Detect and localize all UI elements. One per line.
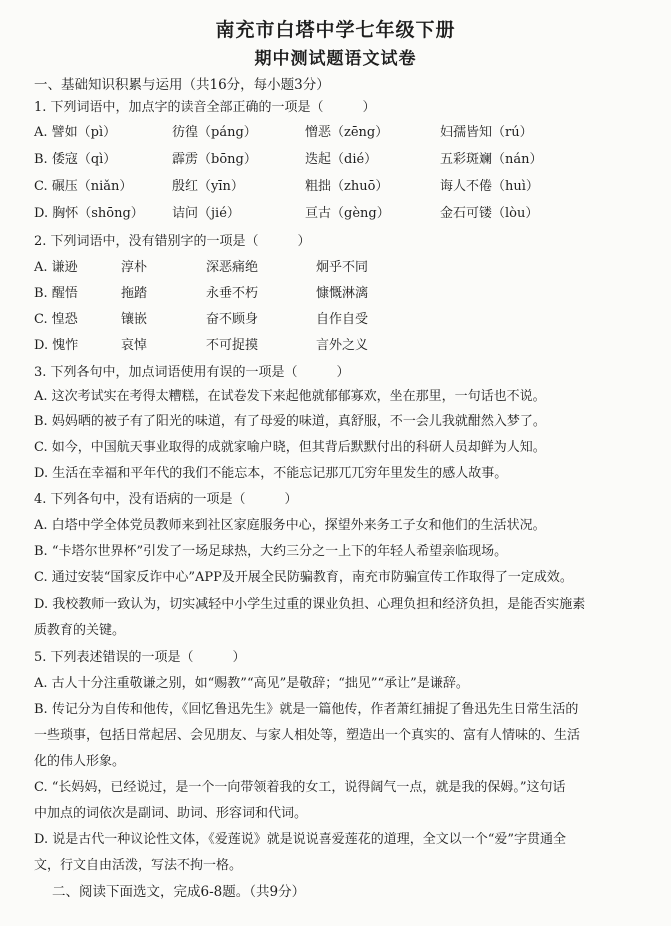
q3-option-d: D. 生活在幸福和平年代的我们不能忘本，不能忘记那兀兀穷年里发生的感人故事。: [34, 466, 508, 481]
q1-a-word1: A. 譬如（pì）: [34, 125, 117, 140]
q3-stem: 3. 下列各句中，加点词语使用有误的一项是（ ）: [34, 365, 350, 380]
q4-option-c: C. 通过安装“国家反诈中心”APP及开展全民防骗教育，南充市防骗宣传工作取得了一定成效。: [34, 570, 573, 585]
q2-option-b: [0, 285, 671, 303]
q2-d-word3: 不可捉摸: [206, 338, 259, 353]
q2-b-word1: B. 醒悟: [34, 286, 78, 301]
q1-option-b: [0, 151, 671, 169]
q1-option-c: [0, 178, 671, 196]
q2-stem: 2. 下列词语中，没有错别字的一项是（ ）: [34, 234, 311, 249]
q1-b-word3: 迭起（dié）: [305, 152, 378, 167]
q2-a-word4: 炯乎不同: [316, 260, 369, 275]
section-1-heading: 一、基础知识积累与运用（共16分，每小题3分）: [34, 77, 330, 93]
q4-option-d-cont: 质教育的关键。: [34, 623, 126, 638]
q1-a-word3: 憎恶（zēng）: [305, 125, 389, 140]
q2-c-word1: C. 惶恐: [34, 312, 78, 327]
exam-title: 南充市白塔中学七年级下册: [215, 19, 456, 41]
q1-d-word1: D. 胸怀（shōng）: [34, 206, 144, 221]
q2-b-word4: 慷慨淋漓: [316, 286, 369, 301]
q1-option-a: [0, 124, 671, 142]
q1-c-word4: 诲人不倦（huì）: [440, 179, 539, 194]
q5-option-c-cont: 中加点的词依次是副词、助词、形容词和代词。: [34, 806, 308, 821]
q1-d-word3: 亘古（gèng）: [305, 206, 390, 221]
q5-option-b: B. 传记分为自传和他传，《回忆鲁迅先生》就是一篇他传，作者萧红捕捉了鲁迅先生日常生活的: [34, 702, 579, 717]
q5-option-d-cont: 文，行文自由活泼，写法不拘一格。: [34, 858, 243, 873]
q1-a-word4: 妇孺皆知（rú）: [440, 125, 533, 140]
q2-option-a: [0, 259, 671, 277]
q4-option-b: B. “卡塔尔世界杯”引发了一场足球热，大约三分之一上下的年轻人希望亲临现场。: [34, 544, 508, 559]
q2-a-word3: 深恶痛绝: [206, 260, 259, 275]
q1-b-word1: B. 倭寇（qì）: [34, 152, 117, 167]
q3-option-b: B. 妈妈晒的被子有了阳光的味道，有了母爱的味道，真舒服，不一会儿我就酣然入梦了。: [34, 414, 546, 429]
q5-option-d: D. 说是古代一种议论性文体，《爱莲说》就是说说喜爱莲花的道理，全文以一个“爱”字贯通全: [34, 832, 567, 847]
q2-c-word4: 自作自受: [316, 312, 369, 327]
q1-c-word1: C. 碾压（niǎn）: [34, 179, 133, 194]
q5-option-a: A. 古人十分注重敬谦之别，如“赐教”“高见”是敬辞；“拙见”“承让”是谦辞。: [34, 676, 469, 691]
q5-option-c: C. “长妈妈，已经说过，是一个一向带领着我的女工，说得阔气一点，就是我的保姆。”这句话: [34, 780, 566, 795]
q1-a-word2: 彷徨（páng）: [172, 125, 257, 140]
q2-a-word1: A. 谦逊: [34, 260, 78, 275]
q2-d-word1: D. 愧怍: [34, 338, 79, 353]
q1-b-word2: 霹雳（bōng）: [172, 152, 257, 167]
q4-option-d: D. 我校教师一致认为，切实减轻中小学生过重的课业负担、心理负担和经济负担，是能否实施素: [34, 597, 586, 612]
q2-option-c: [0, 311, 671, 329]
q1-option-d: [0, 205, 671, 223]
q2-b-word2: 拖踏: [121, 286, 148, 301]
q2-d-word4: 言外之义: [316, 338, 369, 353]
q3-option-c: C. 如今，中国航天事业取得的成就家喻户晓，但其背后默默付出的科研人员却鲜为人知。: [34, 440, 546, 455]
q2-c-word3: 奋不顾身: [206, 312, 259, 327]
q2-c-word2: 镶嵌: [121, 312, 148, 327]
section-2-heading: 二、阅读下面选文，完成6-8题。（共9分）: [52, 884, 306, 900]
q1-d-word4: 金石可镂（lòu）: [440, 206, 539, 221]
q2-b-word3: 永垂不朽: [206, 286, 259, 301]
q3-option-a: A. 这次考试实在考得太糟糕，在试卷发下来起他就郁郁寡欢，坐在那里，一句话也不说。: [34, 389, 546, 404]
q1-c-word2: 殷红（yīn）: [172, 179, 244, 194]
q2-option-d: [0, 337, 671, 355]
q1-c-word3: 粗拙（zhuō）: [305, 179, 389, 194]
q5-stem: 5. 下列表述错误的一项是（ ）: [34, 650, 246, 665]
q1-b-word4: 五彩斑斓（nán）: [440, 152, 543, 167]
q4-option-a: A. 白塔中学全体党员教师来到社区家庭服务中心，探望外来务工子女和他们的生活状况。: [34, 518, 546, 533]
q5-option-b-cont1: 一些琐事，包括日常起居、会见朋友、与家人相处等，塑造出一个真实的、富有人情味的、生活: [34, 728, 581, 743]
q1-d-word2: 诘问（jié）: [172, 206, 240, 221]
q5-option-b-cont2: 化的伟人形象。: [34, 754, 126, 769]
q2-d-word2: 哀悼: [121, 338, 148, 353]
q1-stem: 1. 下列词语中，加点字的读音全部正确的一项是（ ）: [34, 100, 376, 115]
q2-a-word2: 淳朴: [121, 260, 148, 275]
exam-subtitle: 期中测试题语文试卷: [254, 49, 417, 69]
q4-stem: 4. 下列各句中，没有语病的一项是（ ）: [34, 492, 298, 507]
